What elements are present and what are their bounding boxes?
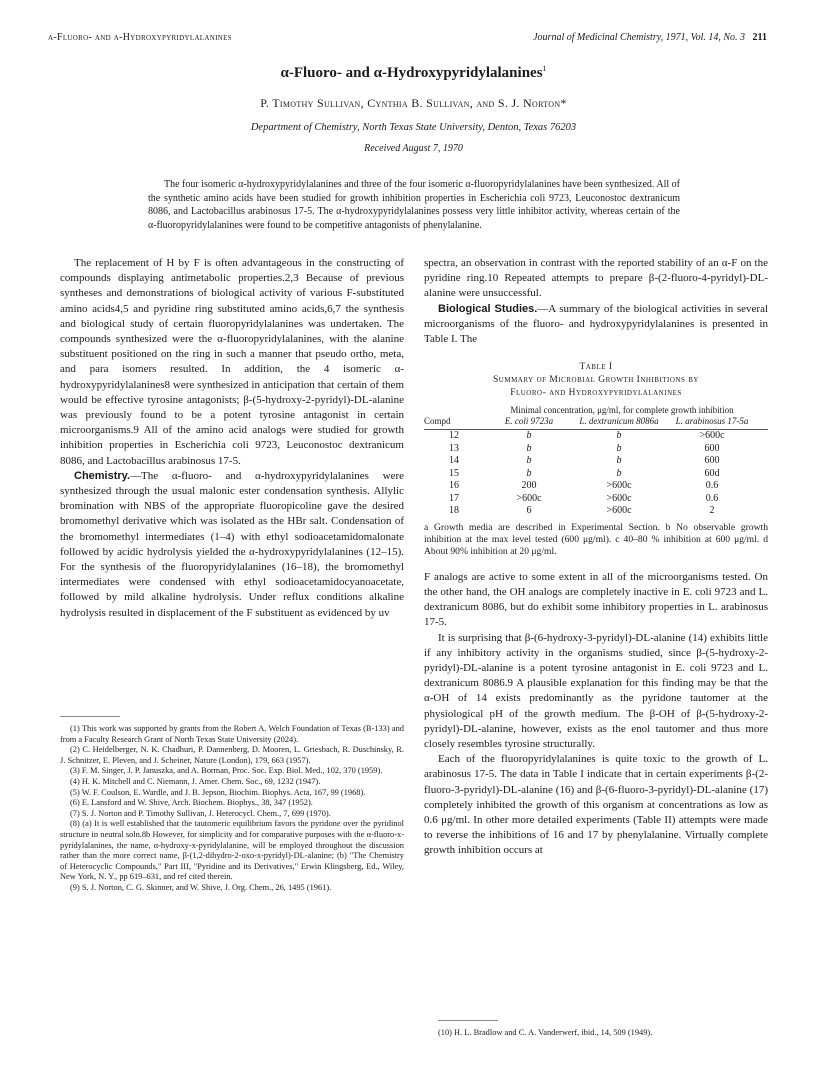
table-cell: >600c	[516, 492, 542, 504]
table-cell: 18	[449, 505, 459, 517]
biological-text: —A summary of the biological activities in several microorganisms of the fluoro- and hydroxypyridylalanines is presented in Table I. The	[424, 302, 769, 346]
running-head	[48, 32, 767, 48]
footnote-right: (10) H. L. Bradlow and C. A. Vanderwerf, ibid., 14, 509 (1949).	[438, 1028, 653, 1037]
table-cell: b	[616, 430, 622, 442]
footnote: (1) This work was supported by grants from the Robert A. Welch Foundation of Texas (B-133) and from a Faculty Research Grant of North Texas State University (2024).	[60, 724, 404, 744]
table-footnote: a Growth media are described in Experimental Section. b No observable growth inhibition at the max level tested (600 μg/ml). c 40–80 % inhibition at 600 μg/ml. d About 90% inhibition at 20 μg/ml.	[424, 521, 768, 557]
table-col-arabinosus: L. arabinosus 17-5a	[675, 416, 749, 427]
table-row	[424, 455, 768, 468]
footnote: (7) S. J. Norton and P. Timothy Sullivan, J. Heterocycl. Chem., 7, 699 (1970).	[70, 808, 331, 818]
left-column	[60, 256, 404, 621]
page-number: 211	[752, 32, 767, 43]
footnote: (5) W. F. Coulson, E. Wardle, and J. B. Jepson, Biochim. Biophys. Acta, 167, 99 (1968).	[70, 787, 366, 797]
table-cell: 6	[526, 505, 532, 517]
table-row	[424, 443, 768, 456]
f-analogs-paragraph: F analogs are active to some extent in all of the microorganisms tested. On the other hand, the OH analogs are completely inactive in E. coli 9723 and L. dextranicum 8086, but do exhibit some inhibitory properties in L. arabinosus 17-5.	[424, 570, 768, 629]
table-cell: 16	[449, 480, 459, 492]
footnote: (6) E. Lansford and W. Shive, Arch. Biochem. Biophys., 38, 347 (1952).	[70, 798, 313, 808]
footnote: (4) H. K. Mitchell and C. Niemann, J. Amer. Chem. Soc., 69, 1232 (1947).	[70, 776, 321, 786]
intro-paragraph: The replacement of H by F is often advantageous in the constructing of compounds displaying antimetabolic properties.2,3 Because of previous syntheses and demonstrations of biological activity of various F-substituted amino acids4,5 and pyridine ring substituted amino acids,6,7 the synthesis and biological study of certain fluoropyridylalanines was undertaken. The compounds synthesized were the α-fluoropyridylalanines, with the alanine substituent positioned on the ring in such a manner that pseudo ortho, meta, and para isomers resulted. In addition, the 4 isomeric α-hydroxypyridylalanines8 were synthesized in anticipation that certain of them would be effective tyrosine antagonists; β-(5-hydroxy-2-pyridyl)-DL-alanine was previously found to be a potent tyrosine antagonist in certain microorganisms.9 All of the amino acid analogs were studied for growth inhibition properties in Escherichia coli 9723, Leuconostoc dextranicum 8086, and Lactobacillus arabinosus 17-5.	[60, 257, 404, 467]
table-span-header: Minimal concentration, μg/ml, for complete growth inhibition	[510, 405, 734, 416]
table-cell: >600c	[606, 505, 632, 517]
table-caption	[424, 361, 768, 399]
title-footnote-mark: 1	[542, 64, 547, 73]
chemistry-paragraph	[60, 469, 404, 621]
footnote: (3) F. M. Singer, J. P. Januszka, and A. Borman, Proc. Soc. Exp. Biol. Med., 102, 370 (1959).	[70, 766, 383, 776]
table-cell: 15	[449, 467, 459, 479]
table-cell: b	[616, 455, 622, 467]
footnote: (8) (a) It is well established that the tautomeric equilibrium favors the pyridone over the pyridinol structure in neutral soln.8b However, for simplicity and for comparative purposes with the α-fluoro-x-pyridylalanines, the name, α-hydroxy-x-pyridylalanine, will be employed throughout the discussion rather than the more correct name, β-(1,2-dihydro-2-oxo-x-pyridyl)-DL-alanine; (b) "The Chemistry of Heterocyclic Compounds," Part III, "Pyridine and its Derivatives," Erwin Klingsberg, Ed., Wiley, New York, N. Y., pp 619–631, and ref cited therein.	[60, 819, 404, 882]
article-title	[0, 64, 827, 82]
table-row	[424, 493, 768, 506]
table-cell: 12	[449, 430, 459, 442]
received-date: Received August 7, 1970	[364, 143, 463, 154]
table-cell: b	[526, 442, 532, 454]
running-head-left: α-Fluoro- and α-Hydroxypyridylalanines	[48, 32, 232, 43]
table-label: Table I	[579, 362, 613, 373]
biological-paragraph	[424, 302, 768, 348]
table-cell: 600	[704, 455, 720, 467]
table-row	[424, 480, 768, 493]
table-cell: 0.6	[705, 492, 719, 504]
table-cell: 600	[704, 442, 720, 454]
table-caption-line-2: Fluoro- and Hydroxypyridylalanines	[510, 388, 682, 399]
right-column	[424, 256, 768, 859]
table-cell: 14	[449, 455, 459, 467]
spectra-paragraph: spectra, an observation in contrast with the reported stability of an α-F on the pyridine ring.10 Repeated attempts to prepare β-(2-fluoro-4-pyridyl)-DL-alanine were unsuccessful.	[424, 257, 768, 300]
authors: P. Timothy Sullivan, Cynthia B. Sullivan, and S. J. Norton*	[260, 96, 567, 110]
chemistry-heading: Chemistry.	[74, 469, 131, 482]
footnotes	[60, 724, 404, 894]
table-cell: 13	[449, 442, 459, 454]
affiliation: Department of Chemistry, North Texas State University, Denton, Texas 76203	[250, 122, 577, 133]
table-cell: b	[526, 467, 532, 479]
table-1	[424, 361, 768, 558]
table-cell: 2	[709, 505, 715, 517]
table-col-ecoli: E. coli 9723a	[504, 416, 554, 427]
surprising-paragraph: It is surprising that β-(6-hydroxy-3-pyridyl)-DL-alanine (14) exhibits little if any inhibitory activity in the organisms studied, since β-(5-hydroxy-2-pyridyl)-DL-alanine is a potent tyrosine antagonist in E. coli 9723 and L. dextranicum 8086.9 A plausible explanation for this finding may be that the α-OH of 14 exists predominantly as the pyridone tautomer at the physiological pH of the growth medium. The β-OH of β-(5-hydroxy-2-pyridyl)-DL-alanine, however, exists as the enol tautomer and thus more closely resembles tyrosine structurally.	[424, 631, 768, 750]
table-cell: >600c	[606, 492, 632, 504]
table-cell: b	[616, 442, 622, 454]
chemistry-text: —The α-fluoro- and α-hydroxypyridylalanines were synthesized through the usual malonic ester condensation synthesis. Allylic bromination with NBS of the appropriate fluoropicoline gave the desired bromomethyl derivative which was isolated as the HBr salt. Condensation of the bromomethyl intermediates (1–4) with ethyl sodioacetamidomalonate followed by acidic hydrolysis yielded the α-hydroxypyridylalanines (12–15). For the synthesis of the fluoropyridylalanines (16–18), the bromomethyl intermediates were condensed with ethyl sodioacetamidocyanoacetate, followed by mild alkaline hydrolysis. Under reflux conditions alkaline hydrolysis resulted in displacement of the F substituent as evidenced by uv	[60, 469, 404, 619]
table-cell: >600c	[699, 430, 725, 442]
running-head-right	[533, 32, 767, 48]
table-caption-line-1: Summary of Microbial Growth Inhibitions by	[493, 375, 699, 386]
table-header	[424, 405, 768, 427]
table-col-dextranicum: L. dextranicum 8086a	[579, 416, 659, 427]
table-cell: b	[526, 455, 532, 467]
table-cell: >600c	[606, 480, 632, 492]
footnote-rule	[60, 716, 120, 717]
footnote-rule-right	[438, 1020, 498, 1021]
biological-heading: Biological Studies.	[438, 302, 538, 315]
table-row	[424, 505, 768, 518]
article-title-text: α-Fluoro- and α-Hydroxypyridylalanines	[280, 65, 543, 81]
table-cell: 60d	[704, 467, 720, 479]
footnote: (2) C. Heidelberger, N. K. Chadhuri, P. Dannenberg, D. Mooren, L. Griesbach, R. Duschinsky, R. J. Schnitzer, E. Pleven, and J. Scheiner, Nature (London), 179, 663 (1957).	[60, 745, 404, 765]
journal-citation: Journal of Medicinal Chemistry, 1971, Vol. 14, No. 3	[533, 32, 746, 43]
table-col-compd: Compd	[424, 416, 451, 427]
table-row	[424, 430, 768, 443]
abstract: The four isomeric α-hydroxypyridylalanines and three of the four isomeric α-fluoropyridylalanines have been synthesized. All of the synthetic amino acids have been studied for growth inhibition properties in Escherichia coli 9723, Leuconostoc dextranicum 8086, and Lactobacillus arabinosus 17-5. The α-hydroxypyridylalanines possess very little inhibitor activity, whereas certain of the α-fluoropyridylalanines were found to be competitive antagonists of phenylalanine.	[148, 179, 680, 231]
table-cell: 17	[449, 492, 459, 504]
table-cell: 200	[521, 480, 537, 492]
table-cell: 0.6	[705, 480, 719, 492]
footnote: (9) S. J. Norton, C. G. Skinner, and W. Shive, J. Org. Chem., 26, 1495 (1961).	[70, 882, 332, 892]
table-cell: b	[616, 467, 622, 479]
table-cell: b	[526, 430, 532, 442]
fluoro-toxicity-paragraph: Each of the fluoropyridylalanines is quite toxic to the growth of L. arabinosus 17-5. The data in Table I indicate that in certain experiments β-(2-fluoro-3-pyridyl)-DL-alanine (16) and β-(6-fluoro-3-pyridyl)-DL-alanine (17) completely inhibited the growth of this organism at concentrations as low as 0.6 μg/ml. In other more detailed experiments (Table II) attempts were made to reverse the inhibitions of 16 and 17 by phenylalanine. Virtually complete growth inhibition occurs at	[424, 753, 768, 857]
table-row	[424, 468, 768, 481]
